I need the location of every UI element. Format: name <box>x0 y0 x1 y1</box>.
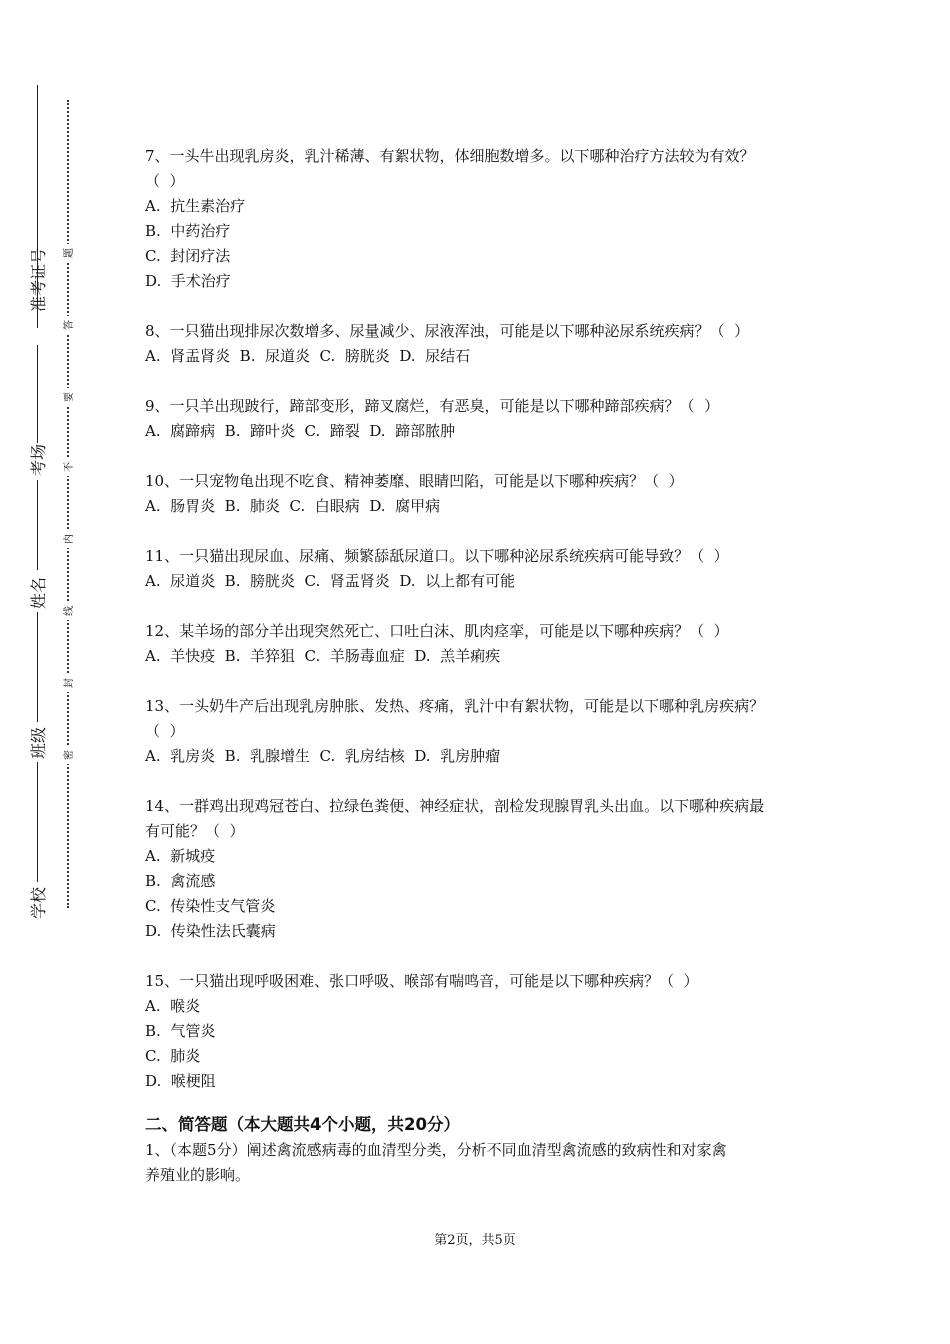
option-d: D. 传染性法氏囊病 <box>145 922 276 940</box>
binding-margin <box>0 0 100 1344</box>
question-text: 15、一只猫出现呼吸困难、张口呼吸、喉部有喘鸣音，可能是以下哪种疾病？（ ） <box>145 972 699 990</box>
option-c: C. 传染性支气管炎 <box>145 897 276 915</box>
class-label: 班级 <box>28 727 48 760</box>
options-line: A. 肾盂肾炎 B. 尿道炎 C. 膀胱炎 D. 尿结石 <box>145 347 471 365</box>
exam-number-label: 准考证号 <box>28 248 48 313</box>
seal-char: 线 <box>58 602 76 620</box>
question-text: 12、某羊场的部分羊出现突然死亡、口吐白沫、肌肉痉挛，可能是以下哪种疾病？（ ） <box>145 622 729 640</box>
option-a: A. 抗生素治疗 <box>145 197 246 215</box>
binding-line <box>37 480 38 570</box>
question-14 <box>145 794 835 944</box>
option-d: D. 手术治疗 <box>145 272 231 290</box>
short-answer-question-1: 1、（本题5分）阐述禽流感病毒的血清型分类，分析不同血清型禽流感的致病性和对家禽 <box>145 1141 727 1159</box>
question-text-cont: 有可能？（ ） <box>145 822 245 840</box>
question-15 <box>145 969 835 1094</box>
answer-blank: （ ） <box>145 722 185 740</box>
question-10 <box>145 469 835 519</box>
seal-dotted-line <box>67 100 69 908</box>
question-12 <box>145 619 835 669</box>
option-b: B. 中药治疗 <box>145 222 231 240</box>
binding-line <box>37 612 38 722</box>
section-title: 二、简答题（本大题共4个小题，共20分） <box>145 1115 460 1134</box>
question-text: 10、一只宠物龟出现不吃食、精神萎靡、眼睛凹陷，可能是以下哪种疾病？（ ） <box>145 472 684 490</box>
question-text: 8、一只猫出现排尿次数增多、尿量减少、尿液浑浊，可能是以下哪种泌尿系统疾病？（ ） <box>145 322 750 340</box>
question-text: 14、一群鸡出现鸡冠苍白、拉绿色粪便、神经症状，剖检发现腺胃乳头出血。以下哪种疾病最 <box>145 797 765 815</box>
question-7 <box>145 144 835 294</box>
question-9 <box>145 394 835 444</box>
binding-line <box>37 345 38 443</box>
seal-char: 题 <box>58 244 76 262</box>
options-line: A. 尿道炎 B. 膀胱炎 C. 肾盂肾炎 D. 以上都有可能 <box>145 572 516 590</box>
seal-char: 封 <box>58 674 76 692</box>
question-text: 9、一只羊出现跛行，蹄部变形，蹄叉腐烂，有恶臭，可能是以下哪种蹄部疾病？（ ） <box>145 397 720 415</box>
option-b: B. 禽流感 <box>145 872 216 890</box>
page-footer: 第2页，共5页 <box>434 1233 516 1248</box>
name-label: 姓名 <box>28 577 48 610</box>
seal-char: 不 <box>58 458 76 476</box>
exam-room-label: 考场 <box>28 444 48 477</box>
question-text: 13、一头奶牛产后出现乳房肿胀、发热、疼痛，乳汁中有絮状物，可能是以下哪种乳房疾病？ <box>145 697 765 715</box>
seal-char: 答 <box>58 316 76 334</box>
question-13 <box>145 694 835 769</box>
school-label: 学校 <box>28 887 48 920</box>
question-8 <box>145 319 835 369</box>
short-answer-question-1-cont: 养殖业的影响。 <box>145 1166 251 1184</box>
answer-blank: （ ） <box>145 172 185 190</box>
option-b: B. 气管炎 <box>145 1022 216 1040</box>
exam-content <box>145 144 835 1188</box>
seal-char: 内 <box>58 530 76 548</box>
option-a: A. 新城疫 <box>145 847 216 865</box>
options-line: A. 肠胃炎 B. 肺炎 C. 白眼病 D. 腐甲病 <box>145 497 441 515</box>
option-c: C. 肺炎 <box>145 1047 201 1065</box>
seal-char: 要 <box>58 388 76 406</box>
question-11 <box>145 544 835 594</box>
option-d: D. 喉梗阻 <box>145 1072 216 1090</box>
question-text: 7、一头牛出现乳房炎，乳汁稀薄、有絮状物，体细胞数增多。以下哪种治疗方法较为有效？ <box>145 147 755 165</box>
option-a: A. 喉炎 <box>145 997 201 1015</box>
options-line: A. 乳房炎 B. 乳腺增生 C. 乳房结核 D. 乳房肿瘤 <box>145 747 501 765</box>
options-line: A. 羊快疫 B. 羊猝狙 C. 羊肠毒血症 D. 羔羊痢疾 <box>145 647 501 665</box>
question-text: 11、一只猫出现尿血、尿痛、频繁舔舐尿道口。以下哪种泌尿系统疾病可能导致？（ ） <box>145 547 729 565</box>
option-c: C. 封闭疗法 <box>145 247 231 265</box>
binding-line <box>37 762 38 882</box>
seal-char: 密 <box>58 746 76 764</box>
options-line: A. 腐蹄病 B. 蹄叶炎 C. 蹄裂 D. 蹄部脓肿 <box>145 422 456 440</box>
